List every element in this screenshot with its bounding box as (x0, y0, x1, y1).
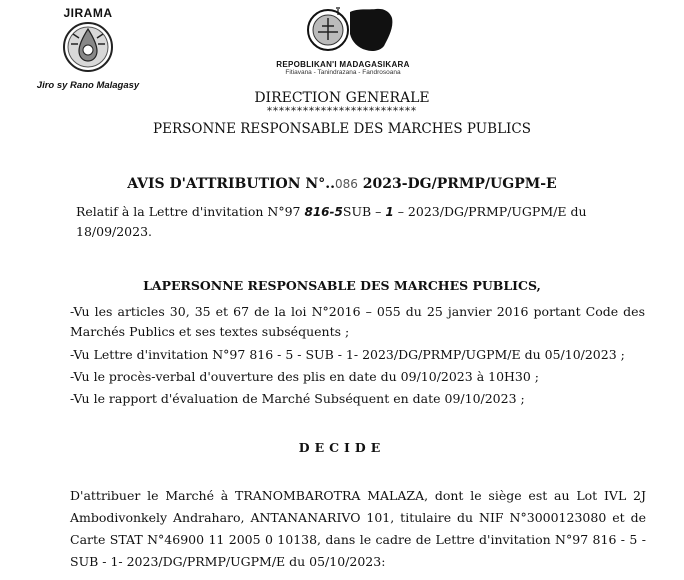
vu-item: -Vu les articles 30, 35 et 67 de la loi N°2016 – 055 du 25 janvier 2016 portant Code des Marchés Publics et ses textes subséquents ; (70, 304, 645, 339)
avis-prefix: AVIS D'ATTRIBUTION N°.. (127, 176, 335, 192)
avis-handwritten-number: 086 (334, 177, 358, 191)
madagascar-logo (268, 6, 418, 76)
jirama-motto: Jiro sy Rano Malagasy (36, 80, 140, 91)
relatif-middle: SUB – (342, 204, 386, 219)
decide-heading: DECIDE (298, 440, 386, 455)
republic-devise: Fitiavana - Tanindrazana - Fandrosoana (285, 69, 401, 76)
madagascar-seal-icon (288, 6, 398, 54)
direction-heading: DIRECTION GENERALE (254, 90, 430, 106)
vu-item: -Vu le rapport d'évaluation de Marché Subséquent en date 09/10/2023 ; (70, 391, 525, 406)
relatif-line (76, 202, 636, 242)
stars-divider: ************************* (267, 106, 417, 117)
jirama-logo-icon (59, 20, 117, 74)
prmp-heading: PERSONNE RESPONSABLE DES MARCHES PUBLICS (153, 121, 531, 137)
attribution-paragraph: D'attribuer le Marché à TRANOMBAROTRA MALAZA, dont le siège est au Lot IVL 2J Ambodivonkely Andraharo, ANTANANARIVO 101, titulaire du NIF N°3000123080 et de Carte STAT N°46900 11 2005 0 10138, dans le cadre de Lettre d'invitation N°97 816 - 5 - SUB - 1- 2023/DG/PRMP/UGPM/E du 05/10/2023: (70, 488, 646, 569)
avis-title (0, 176, 684, 192)
la-prmp-heading: LAPERSONNE RESPONSABLE DES MARCHES PUBLICS, (143, 278, 541, 293)
vu-item: -Vu Lettre d'invitation N°97 816 - 5 - SUB - 1- 2023/DG/PRMP/UGPM/E du 05/10/2023 ; (70, 347, 625, 362)
avis-suffix: 2023-DG/PRMP/UGPM-E (362, 176, 557, 192)
relatif-suffix: – 2023/DG/PRMP/UGPM/E du 18/09/2023. (76, 204, 587, 239)
relatif-prefix: Relatif à la Lettre d'invitation N°97 (76, 204, 305, 219)
vu-item: -Vu le procès-verbal d'ouverture des plis en date du 09/10/2023 à 10H30 ; (70, 369, 540, 384)
jirama-logo (28, 6, 148, 91)
republic-title: REPOBLIKAN'I MADAGASIKARA (276, 60, 410, 69)
relatif-handwritten-2: 1 (385, 205, 394, 219)
jirama-org-name: JIRAMA (63, 6, 113, 20)
relatif-handwritten-1: 816-5 (304, 205, 343, 219)
